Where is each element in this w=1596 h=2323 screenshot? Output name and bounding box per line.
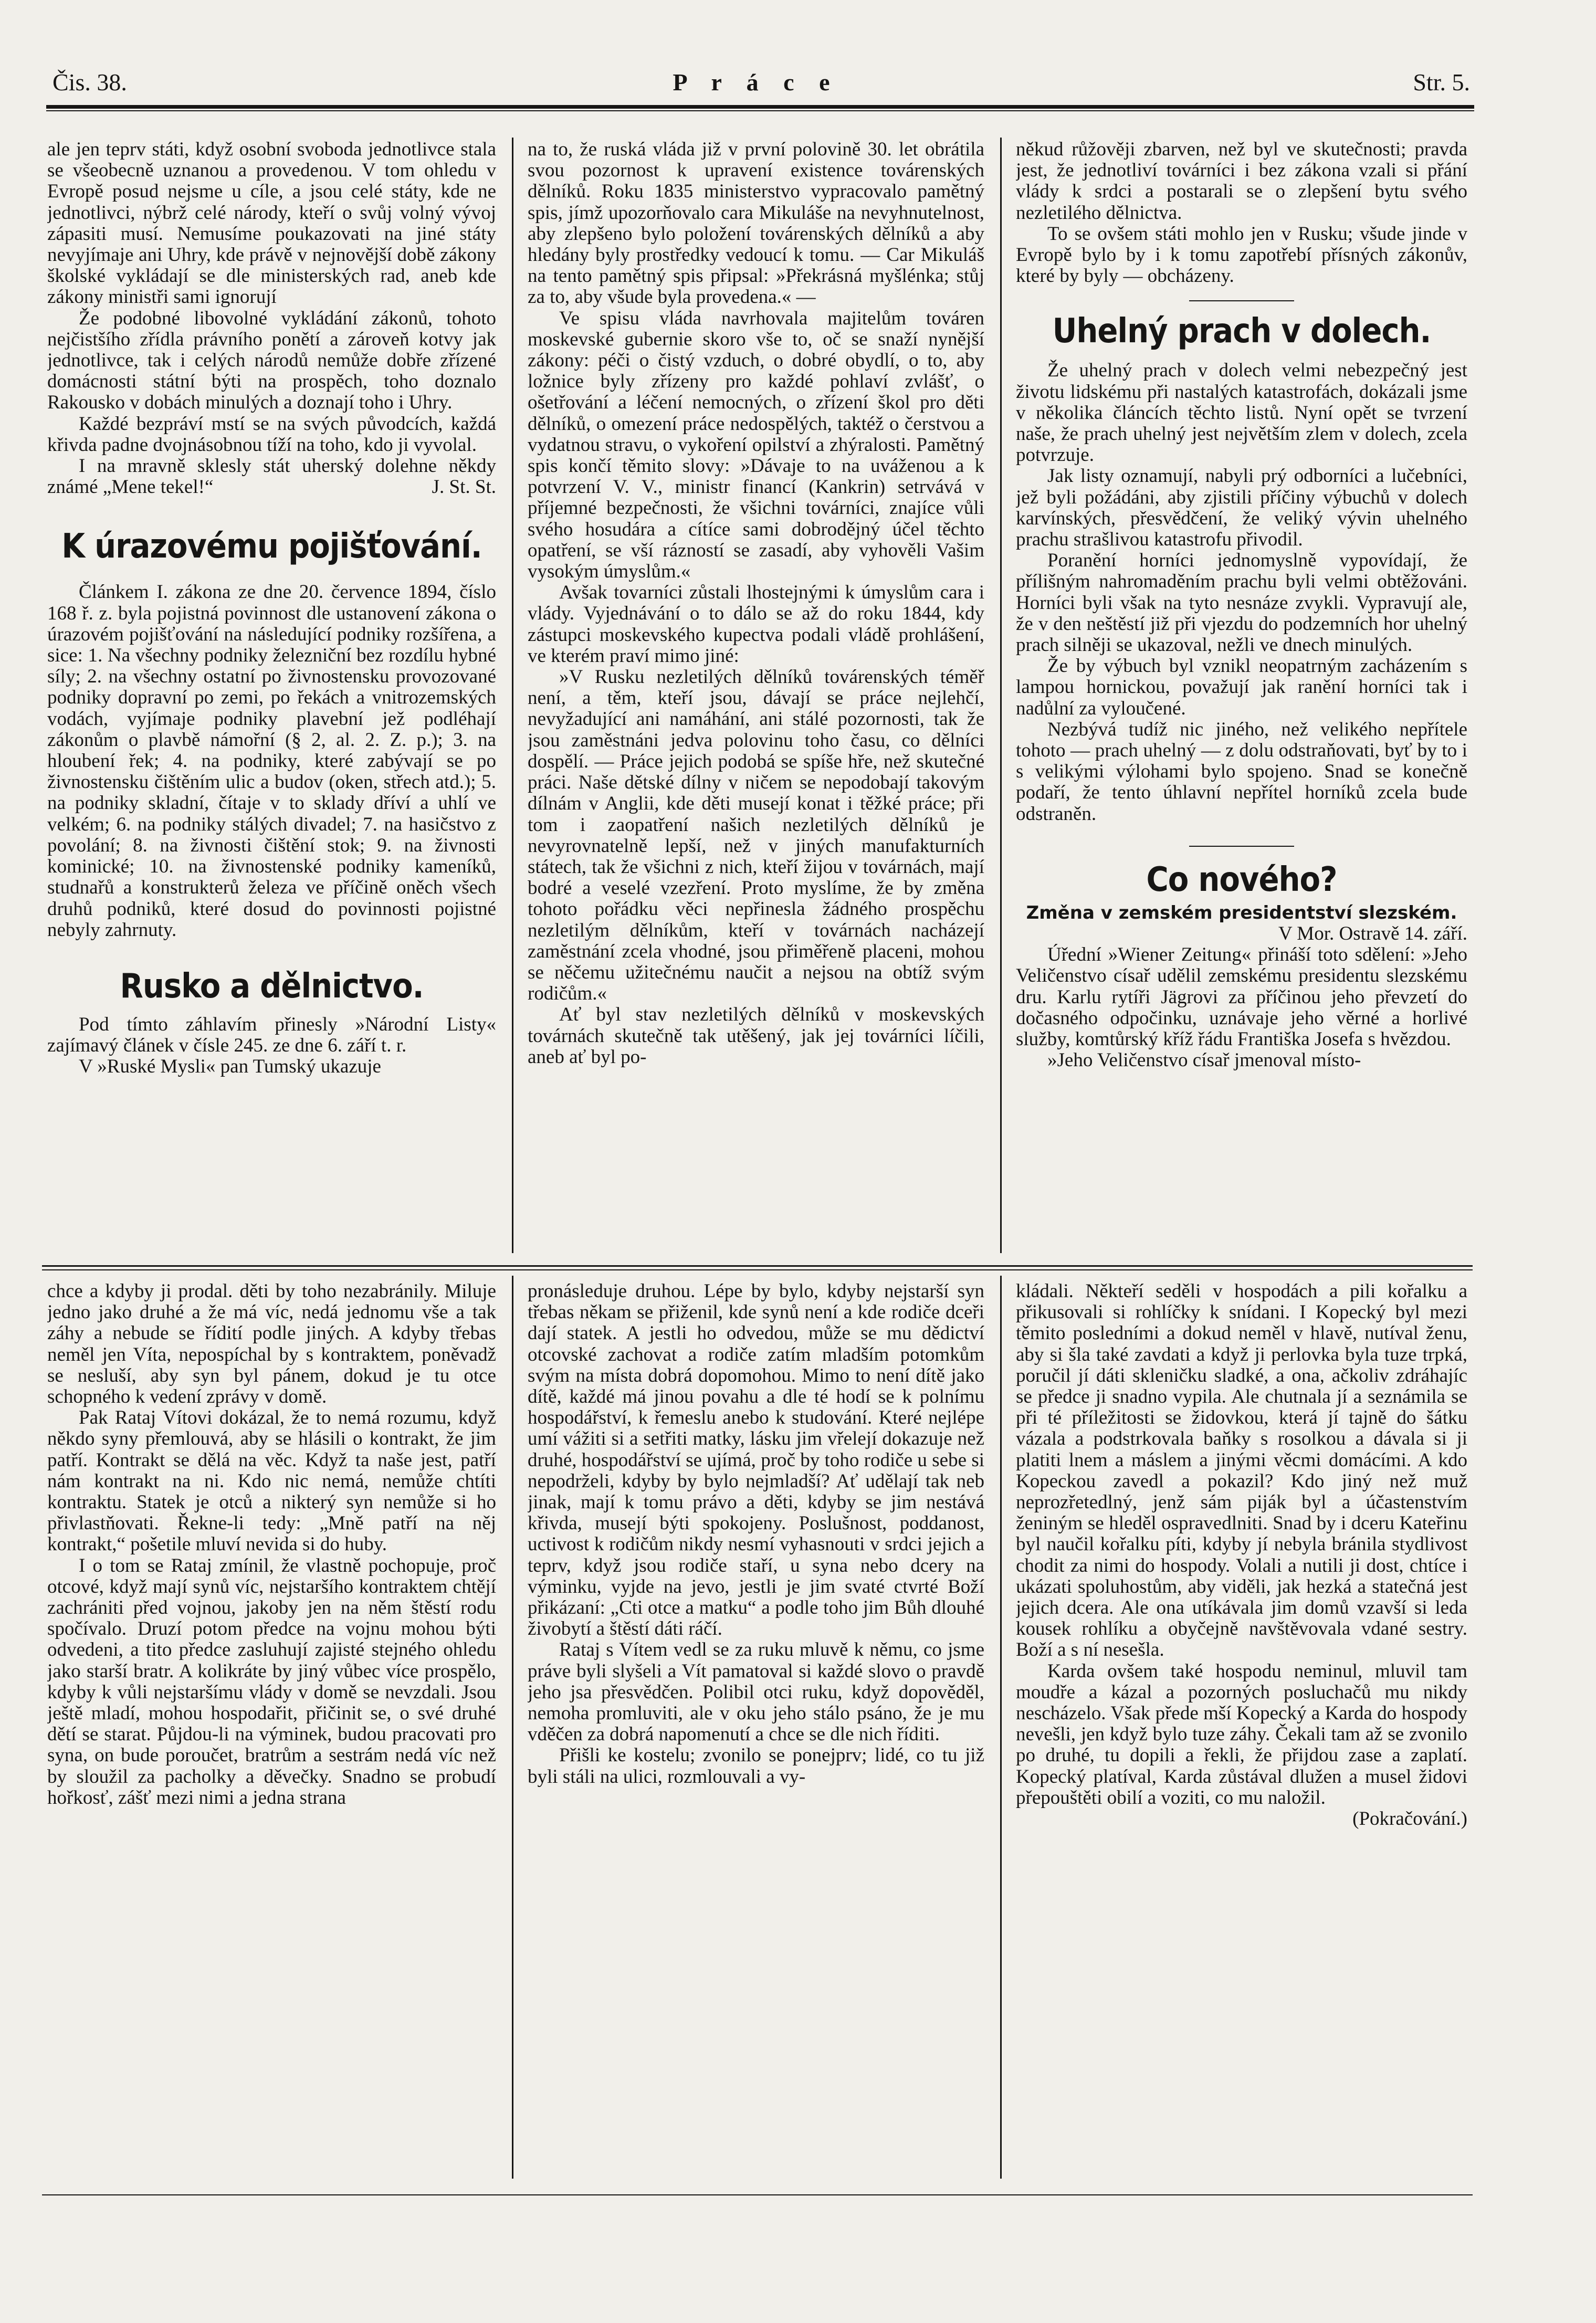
feuilleton-column-middle [528, 1281, 984, 2184]
issue-number: Čis. 38. [52, 69, 127, 96]
paragraph: Pak Rataj Vítovi dokázal, že to nemá rozumu, když někdo syny přemlouvá, aby se hlásili o kontrakt, že jim patří. Kontrakt se dělá na věc. Když ta naše jest, patří nám kontrakt na ni. Kdo nic nemá, nemůže chtíti kontraktu. Statek je otců a nikterý syn nemůže si ho přivlastňovati. Řekne-li tedy: „Mně patří na něj kontrakt,“ pošetile mluví nevida si do huby. [47, 1407, 496, 1555]
paragraph: »V Rusku nezletilých dělníků továrenských téměř není, a těm, kteří jsou, dávají se práce nejlehčí, nevyžadující ani namáhání, ani stálé pozornosti, tak že jsou zaměstnáni jedva polovinu toho času, co dělníci dospělí. — Práce jejich podobá se spíše hře, než skutečné práci. Naše dětské dílny v ničem se nepodobají takovým dílnám v Anglii, kde děti musejí konat i těžké práce; při tom i zaopatření našich nezletilých dělníků je nevyrovnatelně lepší, než v jiných manufakturních státech, tak že všichni z nich, kteří žijou v továrnách, mají bodré a veselé vzezření. Proto myslíme, že by změna tohoto pořádku věci nepřinesla žádného prospěchu nezletilým dělníkům, kteří v továrnách nacházejí zaměstnání zcela vhodné, jsou přiměřeně placeni, mohou se něčemu užitečnému naučit a nejsou na obtíž svým rodičům.« [528, 666, 984, 1005]
feuilleton-rule-thin [42, 1269, 1473, 1270]
paper-title: P r á c e [673, 69, 839, 96]
article-heading: K úrazovému pojišťování. [61, 527, 482, 566]
news-subheading: Změna v zemském presidentství slezském. [1026, 902, 1457, 923]
continuation-note: (Pokračování.) [1352, 1808, 1467, 1830]
paragraph: V »Ruské Mysli« pan Tumský ukazuje [79, 1056, 381, 1078]
author-signature: J. St. St. [432, 476, 496, 498]
header-rule-thin [46, 110, 1474, 111]
article-heading: Uhelný prach v dolech. [1052, 312, 1431, 351]
article-heading: Rusko a dělnictvo. [120, 966, 424, 1006]
paragraph: Úřední »Wiener Zeitung« přináší toto sdělení: »Jeho Veličenstvo císař udělil zemskému presidentu slezskému dru. Karlu rytíři Jägrovi za příčinou jeho převzetí do dočasného odpočinku, uznávaje jeho věrné a horlivé služby, komtůrský kříž řádu Františka Josefa s hvězdou. [1016, 944, 1467, 1050]
column-divider [1000, 138, 1002, 1253]
paragraph [47, 456, 496, 498]
section-heading: Co nového? [1146, 860, 1337, 899]
paragraph: Avšak tovarníci zůstali lhostejnými k úmyslům cara i vlády. Vyjednávání o to dálo se až do roku 1844, kdy zástupci moskevského kupectva podali vládě prohlášení, ve kterém praví mimo jiné: [528, 582, 984, 667]
feuilleton-rule [42, 1265, 1473, 1267]
paragraph: Pod tímto záhlavím přinesly »Národní Listy« zajímavý článek v čísle 245. ze dne 6. září t. r. [47, 1013, 496, 1057]
column-divider [512, 1276, 513, 2179]
paragraph-text: I na mravně sklesly stát uherský dolehne někdy známé „Mene tekel!“ [47, 455, 496, 498]
paragraph: Jak listy oznamují, nabyli prý odborníci a lučebníci, jež byli požádáni, aby zjistili příčiny výbuchů v dolech karvínských, přesvědčení, že veliký vývin uhelného prachu strašlivou katastrofu přivodil. [1016, 465, 1467, 551]
paragraph: na to, že ruská vláda již v první polovině 30. let obrátila svou pozornost k upravení existence továrenských dělníků. Roku 1835 ministerstvo vypracovalo pamětný spis, jímž upozorňovalo cara Mikuláše na nevyhnutelnost, aby zlepšeno bylo položení továrenských dělníků a aby hledány byly prostředky vedoucí k tomu. — Car Mikuláš na tento pamětný spis připsal: »Překrásná myšlénka; stůj za to, aby všude byla provedena.« — [528, 139, 984, 308]
paragraph: Každé bezpráví mstí se na svých původcích, každá křivda padne dvojnásobnou tíží na toho, kdo ji vyvolal. [47, 413, 496, 456]
paragraph: Karda ovšem také hospodu neminul, mluvil tam moudře a kázal a pozorných posluchačů mu nikdy nescházelo. Však přede mší Kopecký a Karda do hospody nevešli, jen když bylo tuze záhy. Čekali tam až se zvonilo po druhé, tu dopili a řekli, že přijdou zase a zaplatí. Kopecký platíval, Karda zůstával dlužen a musel židovi přepouštěti obilí a voziti, co mu naložil. [1016, 1660, 1467, 1809]
page-number: Str. 5. [1413, 69, 1470, 96]
paragraph: Ať byl stav nezletilých dělníků v moskevských továrnách skutečně tak utěšený, jak jej továrníci líčili, aneb ať byl po- [528, 1004, 984, 1068]
header-rule [46, 105, 1474, 109]
page-header [42, 68, 1470, 110]
paragraph: Rataj s Vítem vedl se za ruku mluvě k němu, co jsme práve byli slyšeli a Vít pamatoval si každé slovo o pravdě jeho jsa přesvědčen. Polibil otci ruku, když dopověděl, nemoha promluviti, ale v oku jeho stálo psáno, že je mu vděčen za dobrá napomenutí a chce se dle nich říditi. [528, 1639, 984, 1746]
paragraph: někud růžověji zbarven, než byl ve skutečnosti; pravda jest, že jednotliví továrníci i bez zákona vzali si přání vlády k srdci a postarali se o zlepšení bytu svého nezletilého dělnictva. [1016, 139, 1467, 224]
paragraph: Nezbývá tudíž nic jiného, než velikého nepřítele tohoto — prach uhelný — z dolu odstraňovati, byť by to i s velikými výlohami bylo spojeno. Snad se konečně podaří, že tento úhlavní nepřítel horníků zcela bude odstraněn. [1016, 718, 1467, 825]
page-bottom-rule [42, 2194, 1473, 2195]
paragraph: Přišli ke kostelu; zvonilo se ponejprv; lidé, co tu již byli stáli na ulici, rozmlouvali a vy- [528, 1744, 984, 1788]
paragraph: Že by výbuch byl vznikl neopatrným zacházením s lampou hornickou, považují jak ranění horníci tak i nadůlní za vyloučené. [1016, 655, 1467, 719]
feuilleton-column-right [1016, 1281, 1467, 2184]
feuilleton-column-left [47, 1281, 496, 2184]
column-right-top [1016, 139, 1467, 1252]
paragraph: chce a kdyby ji prodal. děti by toho nezabránily. Miluje jedno jako druhé a že má víc, nedá jednomu vše a tak záhy a nebude se řídití podle jiných. A kdyby třebas neměl jen Víta, nepospíchal by s kontraktem, poněvadž se nesluší, aby syn byl pánem, dokud je tu otce schopného k vedení zprávy v domě. [47, 1281, 496, 1408]
column-left-top [47, 139, 496, 1252]
column-middle-top [528, 139, 984, 1252]
paragraph: kládali. Někteří seděli v hospodách a pili kořalku a přikusovali si rohlíčky k snídani. I Kopecký byl mezi těmito posledními a dokud neměl v hlavě, nutíval ženu, aby si šla také zavdati a když ji perlovka byla tuze trpká, poručil jí dáti skleničku sladké, a ona, ačkoliv zdráhajíc se předce ji snadno vypila. Ale chutnala jí a seznámila se při té příležitosti se židovkou, která jí tajně do šátku vázala a podstrkovala baňky s rosolkou a dávala si ji platiti lnem a máslem a jinými věcmi domácími. A kdo Kopeckou zavedl a pokazil? Kdo jiný než muž neprozřetedlný, jenž sám piják byl a účastenstvím ženiným se hleděl ospravedlniti. Snad by i dceru Kateřinu byl naučil kořalku píti, kdyby jí nebyla bránila stydlivost chodit za nimi do hospody. Volali a nutili ji dost, chtíce i ukázati spoluhostům, aby viděli, jak hezká a statečná jest jejich dcera. Ale ona utíkávala jim domů vzavší si leda kousek rohlíku a obyčejně navštěvovala vdané sestry. Boží a s ní nesešla. [1016, 1281, 1467, 1661]
paragraph: »Jeho Veličenstvo císař jmenoval místo- [1047, 1049, 1361, 1071]
paragraph: Ve spisu vláda navrhovala majitelům továren moskevské gubernie skoro vše to, oč se snaží nynější zákony: péči o čistý vzduch, o dobré obydlí, o to, aby ložnice byly zřízeny pro každé pohlaví zvlášť, o ošetřování a léčení nemocných, o zřízení škol pro děti dělníků, o omezení práce nedospělých, taktéž o čerstvou a vydatnou stravu, o vykoření opilství a zhýralosti. Pamětný spis končí těmito slovy: »Dávaje to na uváženou a k potvrzení V. V., ministr financí (Kankrin) setrvává v příjemné bezpečnosti, že všichni továrníci, znajíce vůli svého hosudára a cítíce sami dobrodějný účel těchto opatření, se vší rázností se zasadí, aby vyhověli Vašim vysokým úmyslům.« [528, 307, 984, 583]
paragraph: To se ovšem státi mohlo jen v Rusku; všude jinde v Evropě bylo by i k tomu zapotřebí přísných zákonův, které by byly — obcházeny. [1016, 223, 1467, 287]
paragraph: ale jen teprv státi, když osobní svoboda jednotlivce stala se všeobecně uznanou a provedenou. V tom ohledu v Evropě posud nejsme u cíle, a jsou celé státy, kde ne jednotlivci, nýbrž celé národy, kteří o svůj volný vývoj zápasiti musí. Nemusíme poukazovati na jiné státy nevyjímaje ani Uhry, kde právě v nejnovější době zákony školské vykládají se dle ministerských rad, aneb kde zákony ministři sami ignorují [47, 139, 496, 308]
paragraph: I o tom se Rataj zmínil, že vlastně pochopuje, proč otcové, když mají synů víc, nejstaršího kontraktem chtějí zachrániti před vojnou, jakoby jen na něm štěstí rodu spočívalo. Druzí potom předce na vojnu mohou býti odvedeni, a tito předce zasluhují zajisté stejného ohledu jako starší bratr. A kolikráte by jiný vůbec více prospělo, kdyby k vůli nejstaršímu vlády v domě se nevzdali. Jsou ještě mladí, mohou hospodařit, přičinit se, o své druhé dětí se starat. Půjdou-li na výminek, budou pracovati pro syna, on bude poroučet, bratrům a sestrám nedá víc než by sloužil za pacholky a děvečky. Snadno se probudí hořkosť, zášť mezi nimi a jedna strana [47, 1554, 496, 1809]
paragraph: pronásleduje druhou. Lépe by bylo, kdyby nejstarší syn třebas někam se přiženil, kde synů není a kde rodiče dceři dají statek. A jestli ho odvedou, může se mu dědictví otcovské zachovat a rodiče zatím mladším potomkům svým na místa dobrá dopomohou. Mimo to není dítě jako dítě, každé má jinou povahu a dle té hodí se k polnímu hospodářství, k řemeslu anebo k studování. Které nejlépe umí vážiti si a setřiti matky, lásku jim vřelejí dokazuje než druhé, hospodářství se ujímá, proč by toho rodiče u sebe si nepodrželi, kdyby by bylo nejmladší? Ať udělají tak neb jinak, mají k tomu právo a děti, kdyby se jim nestává křivda, musejí býti spokojeny. Poslušnost, poddanost, uctivost k rodičům nikdy nesmí vyhasnouti v srdci jejich a teprv, když jsou rodiče staří, u syna nebo dcery na výminku, vyjde na jevo, jestli je jim svaté ctvrté Boží přikázaní: „Cti otce a matku“ a podle toho jim Bůh dlouhé živobytí a štěstí dáti ráčí. [528, 1281, 984, 1640]
column-divider [512, 138, 513, 1253]
dateline: V Mor. Ostravě 14. září. [1278, 922, 1467, 944]
paragraph: Článkem I. zákona ze dne 20. července 1894, číslo 168 ř. z. byla pojistná povinnost dle ustanovení zákona o úrazovém pojišťování na následující podniky rozšířena, a sice: 1. Na všechny podniky železniční bez rozdílu hybné síly; 2. na všechny ostatní po živnostensku provozované podniky dopravní po zemi, po řekách a vnitrozemských vodách, vyjímaje podniky plavební jež podléhají zákonům o plavbě námořní (§ 2, al. 2. Z. p.); 3. na hloubení řek; 4. na podniky, které zabývají se po živnostensku čištěním ulic a budov (oken, střech atd.); 5. na podniky skladní, čítaje v to sklady dříví a uhlí ve velkém; 6. na podniky stálých divadel; 7. na hasičstvo z povolání; 8. na živnosti čištění stok; 9. na živnosti kominické; 10. na živnostenské podniky kameníků, studnařů a konstrukterů železa ve příčině oněch všech druhů podniků, které dosud do povinnosti pojistné nebyly zahrnuty. [47, 581, 496, 941]
paragraph: Poranění horníci jednomyslně vypovídají, že přílišným nahromaděním prachu byli velmi obtěžováni. Horníci byli však na tyto nesnáze zvykli. Vypravují ale, že v den neštěstí již při vjezdu do podzemních hor uhelný prach silněji se ukazoval, nežli ve dnech minulých. [1016, 550, 1467, 656]
paragraph: Že uhelný prach v dolech velmi nebezpečný jest životu lidskému při nastalých katastrofách, dokázali jsme v několika článcích těchto listů. Nyní opět se tvrzení naše, že prach uhelný jest největším zlem v dolech, zcela potvrzuje. [1016, 360, 1467, 466]
paragraph: Že podobné libovolné vykládání zákonů, tohoto nejčistšího zřídla právního ponětí a zároveň kotvy jak jednotlivce, tak i celých národů nemůže dobře zřízené domácnosti státní býti na prospěch, toho doznalo Rakousko v dobách minulých a doznají toho i Uhry. [47, 307, 496, 414]
column-divider [1000, 1276, 1002, 2179]
